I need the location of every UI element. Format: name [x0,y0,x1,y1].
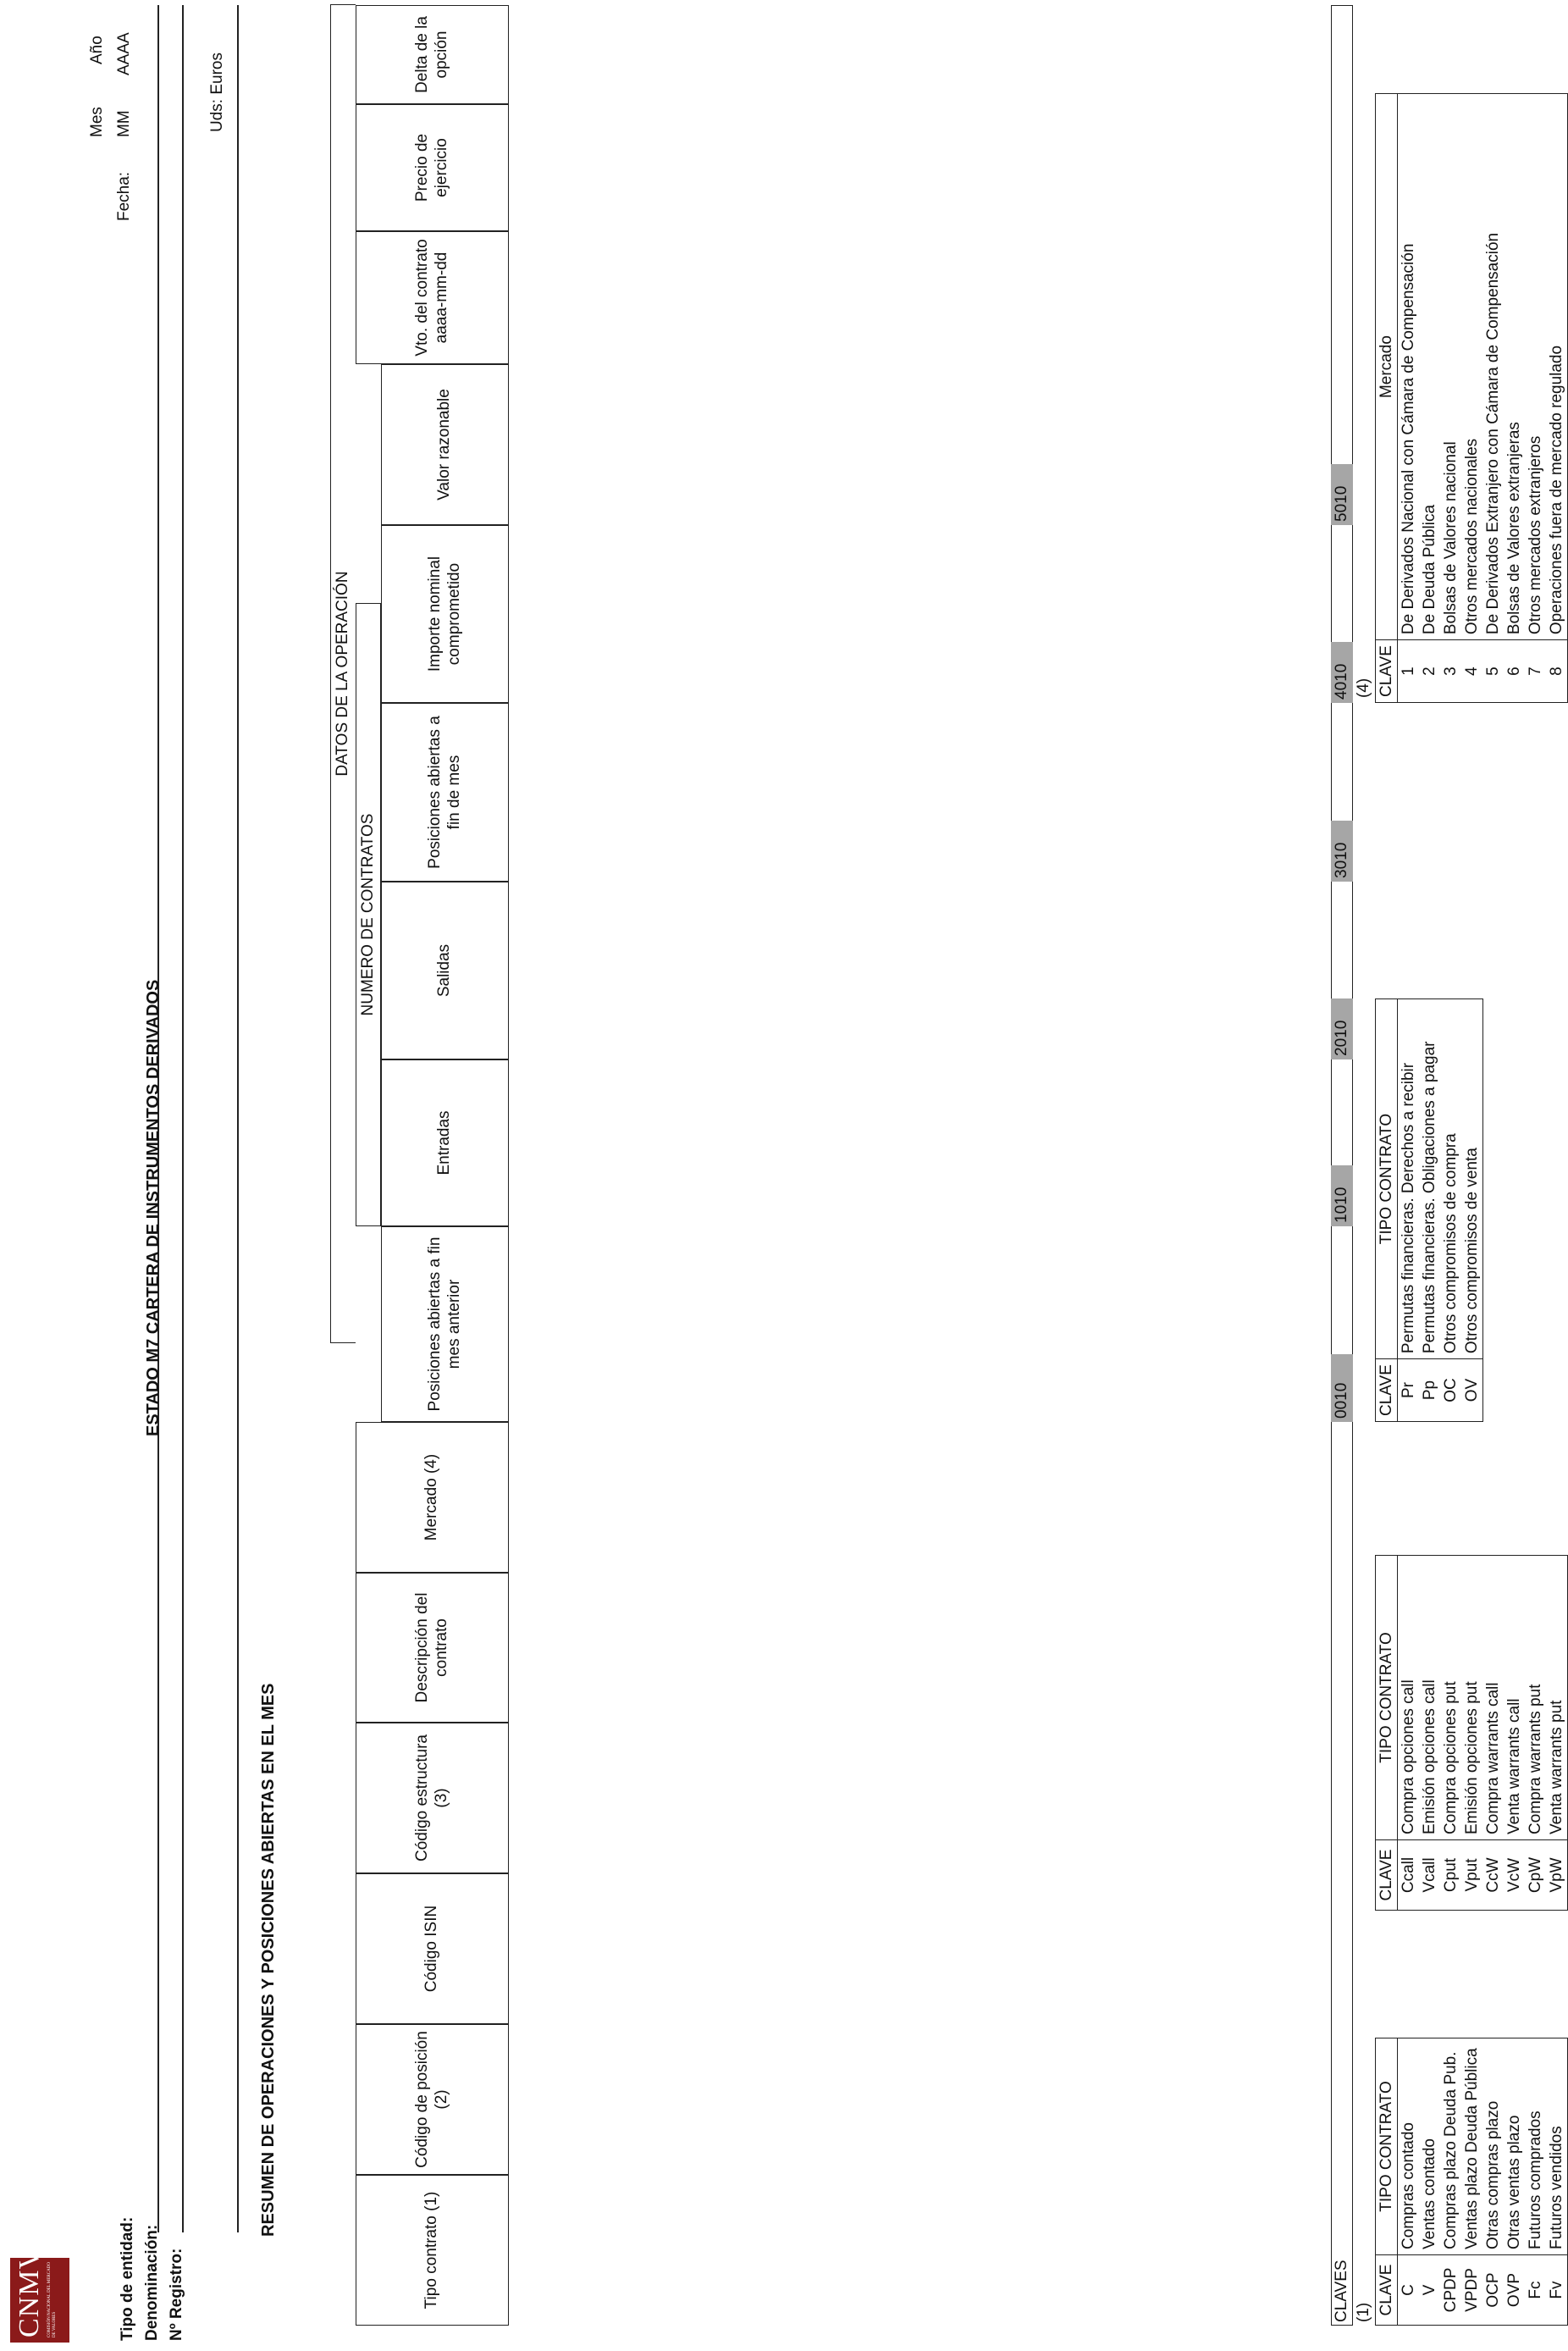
key-table-row [1419,94,1440,703]
key-table-header-row [1376,94,1398,703]
col-posiciones-fin: Posiciones abiertas a fin de mes [381,703,509,882]
clave-code-5010: 5010 [1331,464,1353,525]
key-table-row [1461,94,1482,703]
clave-header: CLAVE [1376,640,1398,703]
clave-cell: Fc [1525,2255,1546,2326]
clave-cell: V [1419,2255,1440,2326]
form-title: ESTADO M7 CARTERA DE INSTRUMENTOS DERIVADOS [144,979,163,1436]
key-table-row [1461,1556,1482,1911]
clave-cell: 3 [1440,640,1461,703]
description-cell: Permutas financieras. Derechos a recibir [1398,999,1420,1359]
clave-cell: CpW [1525,1840,1546,1911]
key-table-header-row [1376,1556,1398,1911]
clave-cell: Vput [1461,1840,1482,1911]
description-cell: Otros mercados nacionales [1461,94,1482,640]
tipo-contrato-table-2 [1375,1555,1568,1911]
tipo-contrato-table-3 [1375,998,1483,1422]
description-cell: Ventas plazo Deuda Pública [1461,2038,1482,2255]
clave-cell: Fv [1546,2255,1568,2326]
key-table-header-row [1376,2038,1398,2326]
clave-cell: 2 [1419,640,1440,703]
key-table-row [1398,1556,1420,1911]
clave-cell: VPDP [1461,2255,1482,2326]
col-descripcion: Descripción del contrato [356,1573,509,1723]
key-table-row [1419,999,1440,1422]
key-table-row [1440,1556,1461,1911]
key-table-row [1461,999,1483,1422]
clave-code-1010: 1010 [1331,1165,1353,1226]
clave-code-3010: 3010 [1331,821,1353,882]
description-cell: Compra opciones call [1398,1556,1420,1840]
header-divider-2 [182,5,184,2232]
col-codigo-isin: Código ISIN [356,1873,509,2024]
key-table-row [1525,1556,1546,1911]
col-mercado: Mercado (4) [356,1422,509,1573]
registro-label: Nº Registro: [168,2248,185,2341]
clave-cell: C [1398,2255,1420,2326]
clave-code-4010: 4010 [1331,642,1353,703]
description-cell: Venta warrants put [1546,1556,1568,1840]
cnmv-logo [10,2247,69,2343]
clave-cell: Vcall [1419,1840,1440,1911]
key-table-row [1546,2038,1568,2326]
description-cell: Futuros vendidos [1546,2038,1568,2255]
key-table-row [1419,1556,1440,1911]
clave-cell: 7 [1525,640,1546,703]
col-codigo-estructura: Código estructura (3) [356,1723,509,1873]
col-codigo-posicion: Código de posición (2) [356,2024,509,2175]
col-tipo-contrato: Tipo contrato (1) [356,2175,509,2326]
key-table-row [1482,94,1504,703]
mercado-table [1375,93,1568,703]
description-cell: Futuros comprados [1525,2038,1546,2255]
clave-cell: OC [1440,1359,1461,1422]
clave-cell: 1 [1398,640,1420,703]
datos-operacion-header: DATOS DE LA OPERACIÓN [330,4,356,1343]
col-posiciones-anterior: Posiciones abiertas a fin mes anterior [381,1226,509,1422]
description-cell: Compra warrants put [1525,1556,1546,1840]
clave-cell: Pr [1398,1359,1420,1422]
tipo-entidad-label: Tipo de entidad: [119,2216,136,2341]
clave-code-2010: 2010 [1331,998,1353,1059]
clave-cell: Pp [1419,1359,1440,1422]
clave-code-0010: 0010 [1331,1354,1353,1422]
logo-subtext: COMISIÓN NACIONAL DEL MERCADO DE VALORES [47,2262,57,2337]
key-table-row [1482,2038,1504,2326]
description-cell: Compra opciones put [1440,1556,1461,1840]
description-cell: Operaciones fuera de mercado regulado [1546,94,1568,640]
description-cell: Compra warrants call [1482,1556,1504,1840]
clave-cell: 5 [1482,640,1504,703]
clave-cell: Ccall [1398,1840,1420,1911]
col-valor-razonable: Valor razonable [381,364,509,525]
clave-cell: VcW [1504,1840,1525,1911]
key-table-row [1525,2038,1546,2326]
key-table-header-row [1376,999,1398,1422]
fecha-label: Fecha: [115,171,133,221]
note-1: (1) [1355,2302,1372,2322]
clave-cell: 4 [1461,640,1482,703]
description-cell: Permutas financieras. Obligaciones a pagar [1419,999,1440,1359]
clave-cell: Cput [1440,1840,1461,1911]
key-table-row [1504,1556,1525,1911]
clave-cell: OV [1461,1359,1483,1422]
clave-header: CLAVE [1376,2255,1398,2326]
key-table-row [1440,999,1461,1422]
key-table-row [1525,94,1546,703]
mes-label: Mes [88,107,106,137]
description-cell: Venta warrants call [1504,1556,1525,1840]
description-cell: Bolsas de Valores extranjeras [1504,94,1525,640]
col-salidas: Salidas [381,882,509,1059]
description-header: TIPO CONTRATO [1376,1556,1398,1840]
clave-cell: 8 [1546,640,1568,703]
clave-cell: OVP [1504,2255,1525,2326]
key-table-row [1504,2038,1525,2326]
description-cell: De Derivados Extranjero con Cámara de Compensación [1482,94,1504,640]
key-table-row [1398,999,1420,1422]
numero-contratos-header: NUMERO DE CONTRATOS [356,603,381,1226]
description-cell: Bolsas de Valores nacional [1440,94,1461,640]
col-importe-nominal: Importe nominal comprometido [381,525,509,703]
key-table-row [1398,94,1420,703]
description-cell: De Derivados Nacional con Cámara de Compensación [1398,94,1420,640]
clave-cell: CPDP [1440,2255,1461,2326]
note-4: (4) [1355,678,1372,698]
col-vencimiento: Vto. del contrato aaaa-mm-dd [356,231,509,364]
anio-label: Año [88,36,106,64]
key-table-row [1482,1556,1504,1911]
key-table-row [1398,2038,1420,2326]
col-entradas: Entradas [381,1059,509,1226]
logo-text: CNMV [14,2247,45,2337]
denominacion-label: Denominación: [143,2224,161,2341]
clave-cell: 6 [1504,640,1525,703]
header-divider-3 [237,5,239,2232]
description-header: TIPO CONTRATO [1376,999,1398,1359]
anio-value: AAAA [115,32,133,75]
description-cell: Otras compras plazo [1482,2038,1504,2255]
description-cell: Otros compromisos de compra [1440,999,1461,1359]
description-cell: Emisión opciones call [1419,1556,1440,1840]
clave-header: CLAVE [1376,1840,1398,1911]
description-cell: De Deuda Pública [1419,94,1440,640]
description-header: Mercado [1376,94,1398,640]
key-table-row [1546,1556,1568,1911]
description-cell: Otros mercados extranjeros [1525,94,1546,640]
mes-value: MM [115,110,133,137]
col-precio-ejercicio: Precio de ejercicio [356,104,509,231]
clave-cell: VpW [1546,1840,1568,1911]
units-label: Uds: Euros [208,53,226,132]
tipo-contrato-table-1 [1375,2038,1568,2326]
description-cell: Emisión opciones put [1461,1556,1482,1840]
claves-label: CLAVES [1333,2260,1350,2322]
clave-header: CLAVE [1376,1359,1398,1422]
key-table-row [1504,94,1525,703]
section-title: RESUMEN DE OPERACIONES Y POSICIONES ABIERTAS EN EL MES [259,1683,278,2237]
description-cell: Ventas contado [1419,2038,1440,2255]
description-header: TIPO CONTRATO [1376,2038,1398,2255]
clave-cell: OCP [1482,2255,1504,2326]
description-cell: Otros compromisos de venta [1461,999,1483,1359]
clave-cell: CcW [1482,1840,1504,1911]
key-table-row [1546,94,1568,703]
key-table-row [1419,2038,1440,2326]
key-table-row [1440,94,1461,703]
key-table-row [1461,2038,1482,2326]
description-cell: Compras plazo Deuda Pub. [1440,2038,1461,2255]
description-cell: Otras ventas plazo [1504,2038,1525,2255]
col-delta-opcion: Delta de la opción [356,5,509,104]
key-table-row [1440,2038,1461,2326]
description-cell: Compras contado [1398,2038,1420,2255]
